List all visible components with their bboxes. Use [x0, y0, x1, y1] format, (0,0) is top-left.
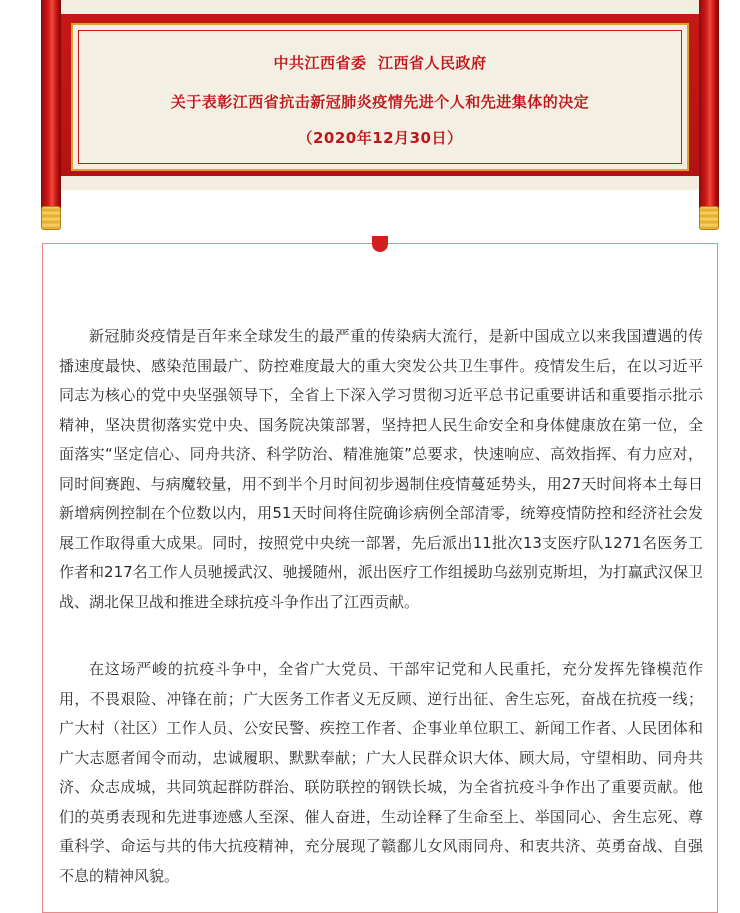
body-paragraph-2: 在这场严峻的抗疫斗争中，全省广大党员、干部牢记党和人民重托，充分发挥先锋模范作用，不畏艰险、冲锋在前；广大医务工作者义无反顾、逆行出征、舍生忘死，奋战在抗疫一线；广大村（社区）工作人员、公安民警、疾控工作者、企事业单位职工、新闻工作者、人民团体和广大志愿者闻令而动，忠诚履职、默默奉献；广大人民群众识大体、顾大局，守望相助、同舟共济、众志成城，共同筑起群防群治、联防联控的钢铁长城，为全省抗疫斗争作出了重要贡献。他们的英勇表现和先进事迹感人至深、催人奋进，生动诠释了生命至上、举国同心、舍生忘死、尊重科学、命运与共的伟大抗疫精神，充分展现了赣鄱儿女风雨同舟、和衷共济、英勇奋战、自强不息的精神风貌。: [59, 660, 703, 885]
scroll-band-bottom-edge: [61, 176, 699, 190]
title-panel: [71, 23, 689, 171]
scroll-rod-right: [699, 0, 719, 210]
pin-marker: [372, 236, 388, 252]
issuer-title: 中共江西省委 江西省人民政府: [273, 54, 487, 72]
body-paragraph-1: 新冠肺炎疫情是百年来全球发生的最严重的传染病大流行，是新中国成立以来我国遭遇的传播速度最快、感染范围最广、防控难度最大的重大突发公共卫生事件。疫情发生后，在以习近平同志为核心的党中央坚强领导下，全省上下深入学习贯彻习近平总书记重要讲话和重要指示批示精神，坚决贯彻落实党中央、国务院决策部署，坚持把人民生命安全和身体健康放在第一位，全面落实“坚定信心、同舟共济、科学防治、精准施策”总要求，快速响应、高效指挥、有力应对，同时间赛跑、与病魔较量，用不到半个月时间初步遏制住疫情蔓延势头，用27天时间将本土每日新增病例控制在个位数以内，用51天时间将住院确诊病例全部清零，统筹疫情防控和经济社会发展工作取得重大成果。同时，按照党中央统一部署，先后派出11批次13支医疗队1271名医务工作者和217名工作人员驰援武汉、驰援随州，派出医疗工作组援助乌兹别克斯坦，为打赢武汉保卫战、湖北保卫战和推进全球抗疫斗争作出了江西贡献。: [59, 327, 703, 611]
scroll-band-top-edge: [61, 0, 699, 14]
scroll-rod-cap-left: [41, 206, 61, 230]
scroll-rod-cap-right: [699, 206, 719, 230]
document-title: 关于表彰江西省抗击新冠肺炎疫情先进个人和先进集体的决定: [170, 93, 590, 111]
document-date: （2020年12月30日）: [297, 129, 463, 147]
scroll-rod-left: [41, 0, 61, 210]
